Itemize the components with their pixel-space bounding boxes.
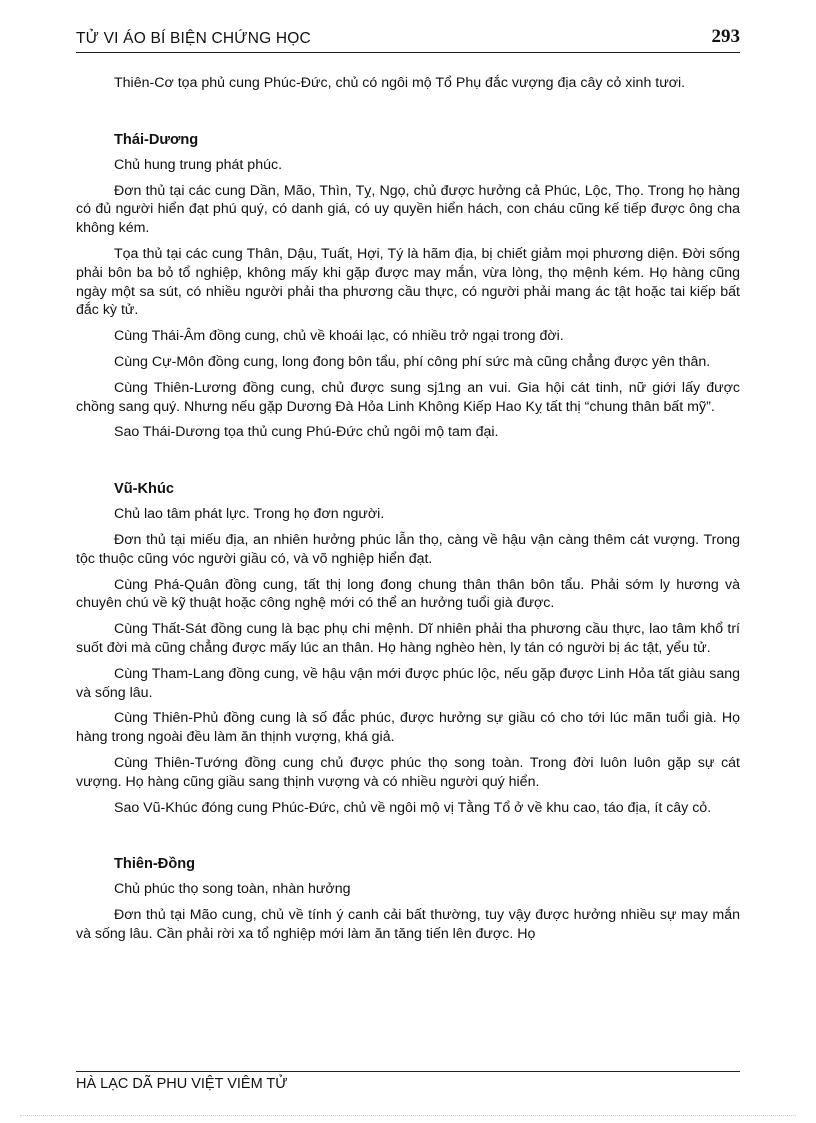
paragraph: Chủ hung trung phát phúc. bbox=[114, 156, 283, 173]
paragraph: Cùng Thiên-Phủ đồng cung là số đắc phúc, được hưởng sự giầu có cho tới lúc mãn tuổi già. Họ hàng trong ngoài đều làm ăn thịnh vượng, khá giả. bbox=[76, 710, 740, 746]
paragraph: Cùng Cự-Môn đồng cung, long đong bôn tẩu, phí công phí sức mà cũng chẳng được yên thân. bbox=[114, 353, 711, 370]
paragraph: Thiên-Cơ tọa phủ cung Phúc-Đức, chủ có ngôi mộ Tổ Phụ đắc vượng địa cây cỏ xinh tươi. bbox=[114, 75, 686, 91]
paragraph: Cùng Phá-Quân đồng cung, tất thị long đong chung thân thân bôn tẩu. Phải sớm ly hương và chuyên chú về kỹ thuật hoặc công nghệ mới có thể an hưởng tuổi già được. bbox=[76, 576, 740, 612]
paragraph: Cùng Thất-Sát đồng cung là bạc phụ chi mệnh. Dĩ nhiên phải tha phương cầu thực, lao tâm khổ trí suốt đời mà cũng chẳng được mấy lúc an thân. Họ hàng nghèo hèn, ly tán có người bị ác tật, yểu tử. bbox=[76, 621, 740, 656]
paragraph: Cùng Thiên-Tướng đồng cung chủ được phúc thọ song toàn. Trong đời luôn luôn gặp sự cát vượng. Họ hàng cũng giầu sang thịnh vượng và có nhiều người quý hiển. bbox=[76, 754, 740, 790]
paragraph: Đơn thủ tại miếu địa, an nhiên hưởng phúc lẫn thọ, càng về hậu vận càng thêm cát vượng. Trong tộc thuộc cũng vóc người giầu có, và võ nghiệp hiển đạt. bbox=[76, 531, 740, 567]
paragraph: Tọa thủ tại các cung Thân, Dậu, Tuất, Hợi, Tý là hãm địa, bị chiết giảm mọi phương diện. Đời sống phải bôn ba bỏ tổ nghiệp, không mấy khi gặp được may mắn, vừa lòng, thọ mệnh kém. Họ hàng cũng ngày một sa sút, có nhiều người phải tha phương cầu thực, có người phải mang ác tật hoặc tai kiếp bất đắc kỳ tử. bbox=[76, 245, 740, 319]
page-header bbox=[76, 26, 740, 53]
paragraph: Chủ lao tâm phát lực. Trong họ đơn người. bbox=[114, 506, 385, 523]
paragraph: Cùng Thái-Âm đồng cung, chủ về khoái lạc, có nhiều trở ngại trong đời. bbox=[114, 328, 564, 345]
page-footer bbox=[76, 1071, 740, 1092]
paragraph: Sao Thái-Dương tọa thủ cung Phú-Đức chủ ngôi mộ tam đại. bbox=[114, 424, 499, 441]
paragraph: Chủ phúc thọ song toàn, nhàn hưởng bbox=[114, 881, 351, 898]
paragraph: Đơn thủ tại Mão cung, chủ về tính ý canh cải bất thường, tuy vậy được hưởng nhiều sự may mắn và sống lâu. Cần phải rời xa tổ nghiệp mới làm ăn tăng tiến lên được. Họ bbox=[76, 907, 740, 942]
paragraph: Sao Vũ-Khúc đóng cung Phúc-Đức, chủ về ngôi mộ vị Tằng Tổ ở về khu cao, táo địa, ít cây cỏ. bbox=[114, 799, 712, 816]
section-heading-vu-khuc: Vũ-Khúc bbox=[114, 481, 174, 498]
page-edge-divider bbox=[20, 1115, 796, 1116]
footer-text: HÀ LẠC DÃ PHU VIỆT VIÊM TỬ bbox=[76, 1076, 288, 1092]
paragraph: Cùng Thiên-Lương đồng cung, chủ được sung sj1ng an vui. Gia hội cát tinh, nữ giới lấy được chồng sang quý. Nhưng nếu gặp Dương Đà Hỏa Linh Không Kiếp Hao Kỵ tất thị “chung thân bất mỹ”. bbox=[76, 379, 740, 415]
page-content bbox=[76, 74, 740, 951]
section-heading-thai-duong: Thái-Dương bbox=[114, 131, 199, 148]
paragraph: Cùng Tham-Lang đồng cung, về hậu vận mới được phúc lộc, nếu gặp được Linh Hỏa tất giàu sang và sống lâu. bbox=[76, 665, 740, 701]
paragraph: Đơn thủ tại các cung Dần, Mão, Thìn, Tỵ, Ngọ, chủ được hưởng cả Phúc, Lộc, Thọ. Trong họ hàng có đủ người hiển đạt phú quý, có danh giá, có uy quyền hiển hách, con cháu cũng kế tiếp được ông cha không kém. bbox=[76, 182, 740, 237]
page-number: 293 bbox=[711, 26, 740, 47]
book-title: TỬ VI ÁO BÍ BIỆN CHỨNG HỌC bbox=[76, 30, 311, 47]
section-heading-thien-dong: Thiên-Đồng bbox=[114, 856, 196, 873]
